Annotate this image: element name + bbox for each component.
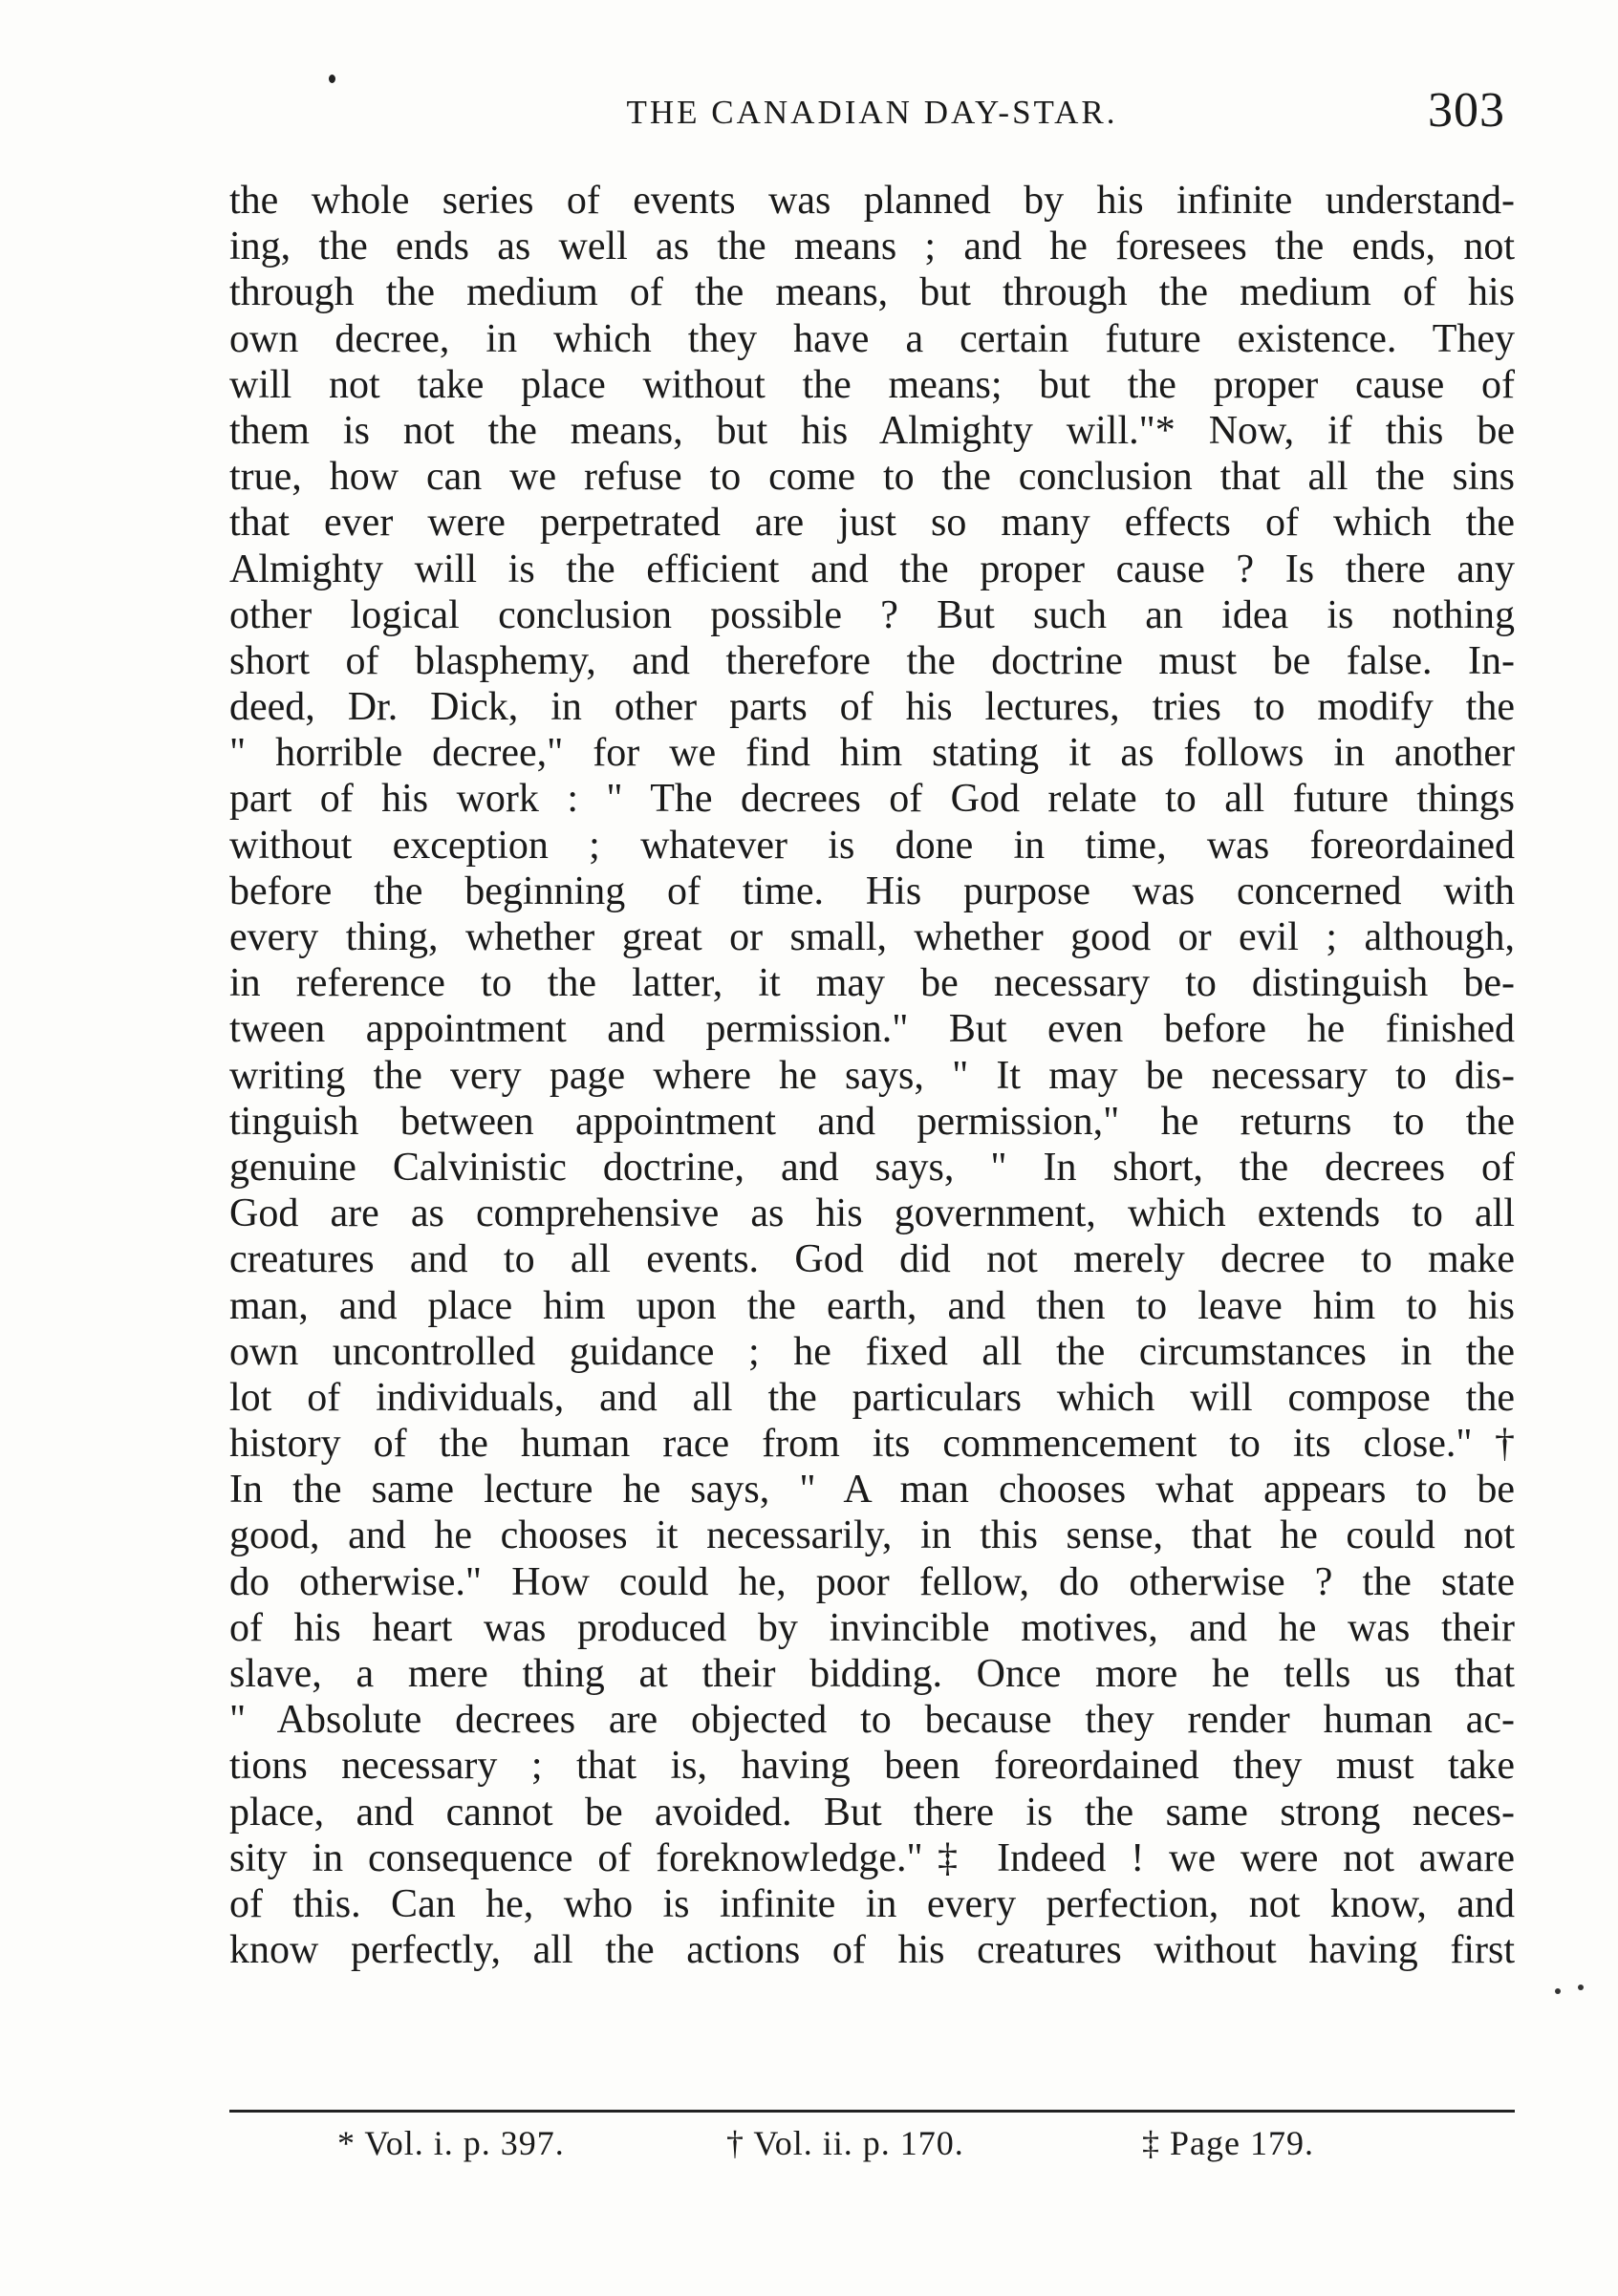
text-line: before the beginning of time. His purpose was concerned with bbox=[229, 869, 1515, 913]
text-line: of this. Can he, who is infinite in every perfection, not know, and bbox=[229, 1881, 1515, 1926]
footnote-1: * Vol. i. p. 397. bbox=[337, 2124, 565, 2162]
text-line: without exception ; whatever is done in time, was foreordained bbox=[229, 823, 1515, 868]
text-line: in reference to the latter, it may be necessary to distinguish be- bbox=[229, 961, 1515, 1006]
running-title: THE CANADIAN DAY-STAR. bbox=[626, 94, 1118, 131]
text-line: own decree, in which they have a certain future existence. They bbox=[229, 316, 1515, 361]
text-line: history of the human race from its commencement to its close."† bbox=[229, 1422, 1515, 1467]
text-line: " Absolute decrees are objected to because they render human ac- bbox=[229, 1698, 1515, 1743]
text-line: man, and place him upon the earth, and then to leave him to his bbox=[229, 1283, 1515, 1328]
text-line: part of his work : " The decrees of God relate to all future things bbox=[229, 777, 1515, 822]
body-text bbox=[229, 178, 1515, 1973]
text-line: own uncontrolled guidance ; he fixed all the circumstances in the bbox=[229, 1329, 1515, 1374]
text-line: lot of individuals, and all the particulars which will compose the bbox=[229, 1375, 1515, 1420]
text-line: that ever were perpetrated are just so many effects of which the bbox=[229, 501, 1515, 546]
text-line: good, and he chooses it necessarily, in this sense, that he could not bbox=[229, 1513, 1515, 1558]
text-line: tween appointment and permission." But even before he finished bbox=[229, 1007, 1515, 1052]
text-line: " horrible decree," for we find him stating it as follows in another bbox=[229, 731, 1515, 776]
text-line: of his heart was produced by invincible motives, and he was their bbox=[229, 1605, 1515, 1650]
text-line: will not take place without the means; but the proper cause of bbox=[229, 362, 1515, 407]
ink-speck bbox=[1555, 1988, 1561, 1994]
text-line: other logical conclusion possible ? But such an idea is nothing bbox=[229, 592, 1515, 637]
text-line: true, how can we refuse to come to the conclusion that all the sins bbox=[229, 455, 1515, 500]
text-line: every thing, whether great or small, whether good or evil ; although, bbox=[229, 915, 1515, 959]
text-line: tions necessary ; that is, having been foreordained they must take bbox=[229, 1744, 1515, 1789]
running-head bbox=[229, 82, 1515, 149]
text-line: tinguish between appointment and permission," he returns to the bbox=[229, 1099, 1515, 1144]
text-line: through the medium of the means, but through the medium of his bbox=[229, 270, 1515, 315]
text-line: do otherwise." How could he, poor fellow, do otherwise ? the state bbox=[229, 1559, 1515, 1604]
text-line: writing the very page where he says, " It may be necessary to dis- bbox=[229, 1053, 1515, 1098]
footnote-rule bbox=[229, 2110, 1515, 2113]
footnote-2: † Vol. ii. p. 170. bbox=[726, 2124, 964, 2162]
text-line: them is not the means, but his Almighty will."* Now, if this be bbox=[229, 408, 1515, 453]
text-line: God are as comprehensive as his government, which extends to all bbox=[229, 1191, 1515, 1236]
text-line: the whole series of events was planned by his infinite understand- bbox=[229, 179, 1515, 223]
text-line: slave, a mere thing at their bidding. Once more he tells us that bbox=[229, 1652, 1515, 1696]
text-line: In the same lecture he says, " A man chooses what appears to be bbox=[229, 1468, 1515, 1513]
text-line: ing, the ends as well as the means ; and he foresees the ends, not bbox=[229, 225, 1515, 269]
text-line: sity in consequence of foreknowledge."‡ Indeed ! we were not aware bbox=[229, 1835, 1515, 1880]
text-line: creatures and to all events. God did not merely decree to make bbox=[229, 1237, 1515, 1282]
footnote-3: ‡ Page 179. bbox=[1142, 2124, 1314, 2162]
text-line: short of blasphemy, and therefore the doctrine must be false. In- bbox=[229, 638, 1515, 683]
ink-speck bbox=[1578, 1985, 1584, 1990]
text-line: deed, Dr. Dick, in other parts of his lectures, tries to modify the bbox=[229, 685, 1515, 730]
text-line: Almighty will is the efficient and the proper cause ? Is there any bbox=[229, 547, 1515, 591]
text-line: place, and cannot be avoided. But there is the same strong neces- bbox=[229, 1790, 1515, 1835]
page-number: 303 bbox=[1428, 83, 1505, 138]
text-line: know perfectly, all the actions of his creatures without having first bbox=[229, 1928, 1515, 1973]
footnotes bbox=[229, 2123, 1515, 2167]
text-line: genuine Calvinistic doctrine, and says, " In short, the decrees of bbox=[229, 1145, 1515, 1190]
